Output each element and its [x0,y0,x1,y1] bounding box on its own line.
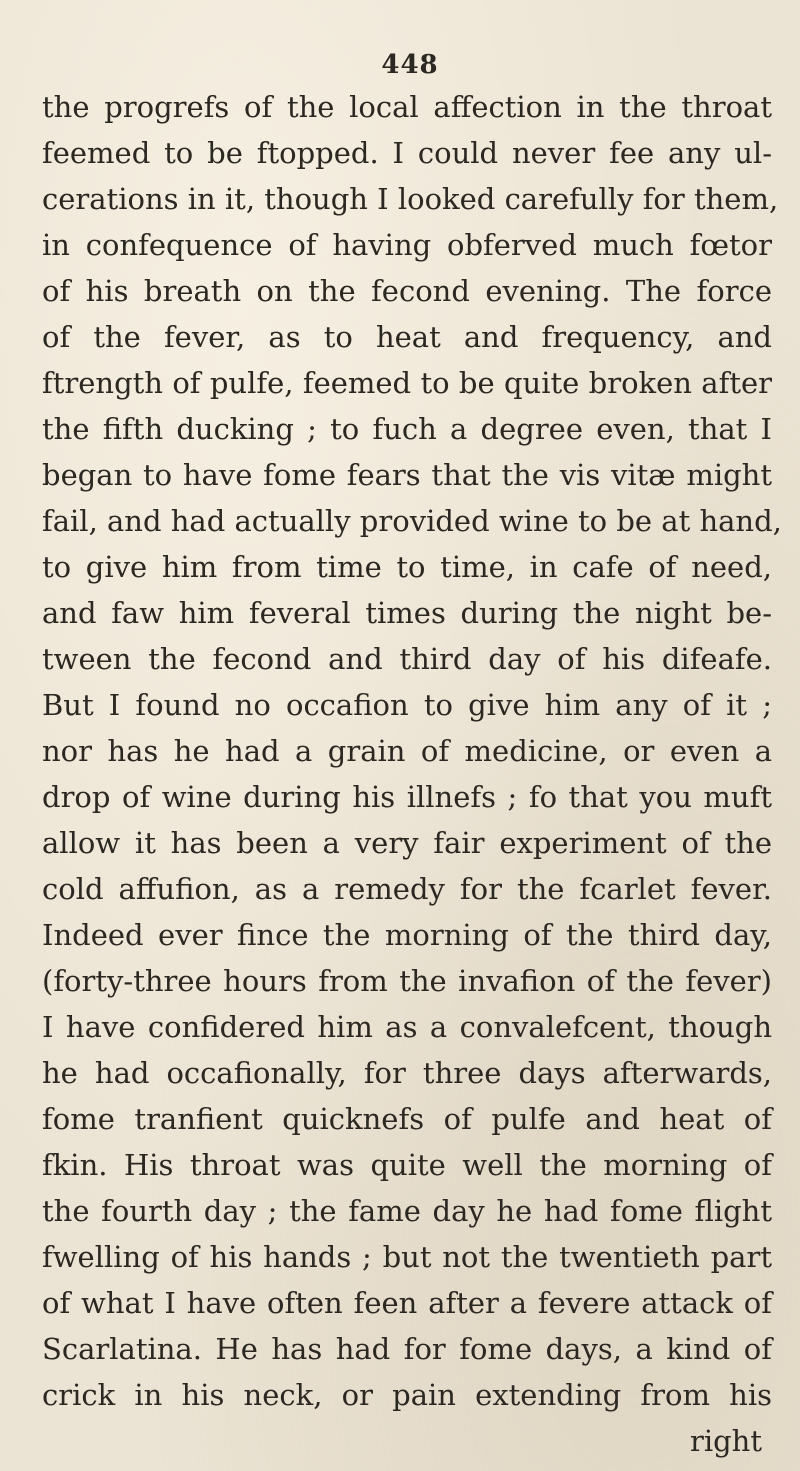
text-line: in confequence of having obferved much fœtor [42,228,772,262]
text-line: allow it has been a very fair experiment of the [42,826,772,860]
text-line: fkin. His throat was quite well the morning of [42,1148,772,1182]
text-line: and faw him feveral times during the night be- [42,596,772,630]
text-line: (forty-three hours from the invafion of the fever) [42,964,772,998]
text-line: of his breath on the fecond evening. The force [42,274,772,308]
text-line: the fifth ducking ; to fuch a degree even, that I [42,412,772,446]
text-line: of the fever, as to heat and frequency, and [42,320,772,354]
text-line: tween the fecond and third day of his difeafe. [42,642,772,676]
text-line: fail, and had actually provided wine to be at hand, [42,504,782,538]
text-line: he had occafionally, for three days afterwards, [42,1056,772,1090]
text-line: nor has he had a grain of medicine, or even a [42,734,772,768]
text-line: began to have fome fears that the vis vitæ might [42,458,772,492]
text-line: Scarlatina. He has had for fome days, a kind of [42,1332,772,1366]
text-line: crick in his neck, or pain extending from his [42,1378,772,1412]
page-number: 448 [381,50,439,80]
text-line: of what I have often feen after a fevere attack of [42,1286,772,1320]
text-line: the fourth day ; the fame day he had fome flight [42,1194,772,1228]
text-line: the progrefs of the local affection in the throat [42,90,772,124]
text-line: cerations in it, though I looked carefully for them, [42,182,779,216]
catchword: right [689,1424,762,1458]
text-body [42,84,782,1464]
text-line: Indeed ever fince the morning of the third day, [42,918,772,952]
text-line: fome tranfient quicknefs of pulfe and heat of [42,1102,772,1136]
text-line: drop of wine during his illnefs ; fo that you muft [42,780,772,814]
text-line: ftrength of pulfe, feemed to be quite broken after [42,366,772,400]
text-line: cold affufion, as a remedy for the fcarlet fever. [42,872,772,906]
text-line: fwelling of his hands ; but not the twentieth part [42,1240,772,1274]
text-line: feemed to be ftopped. I could never fee any ul- [42,136,772,170]
text-line: I have confidered him as a convalefcent, though [42,1010,772,1044]
text-line: But I found no occafion to give him any of it ; [42,688,772,722]
text-line: to give him from time to time, in cafe of need, [42,550,772,584]
